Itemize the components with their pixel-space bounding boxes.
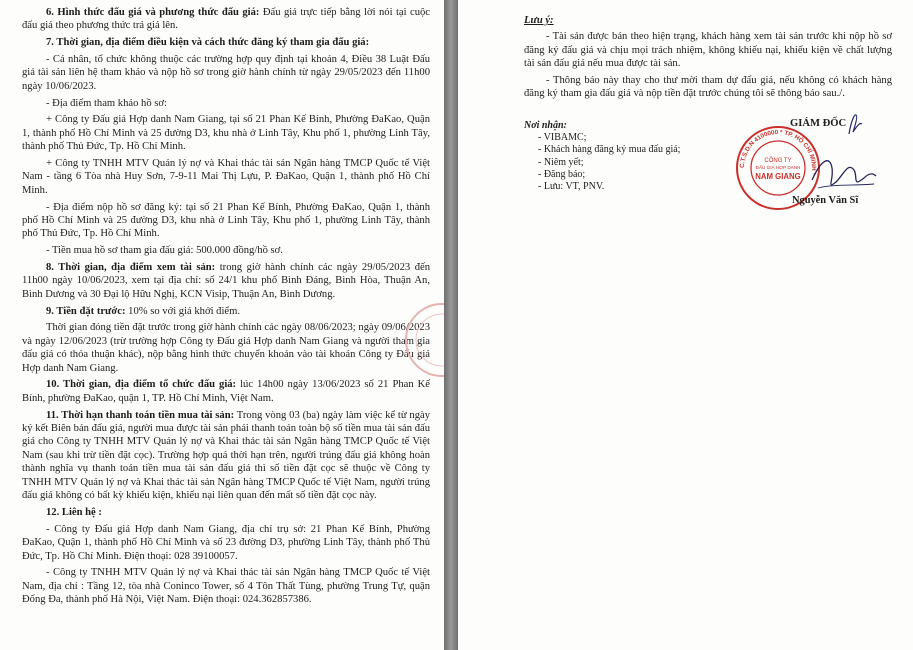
note-title: Lưu ý:	[524, 15, 554, 26]
section-8	[22, 261, 430, 301]
recipient-item: - Niêm yết;	[538, 156, 584, 168]
document-page-right	[458, 0, 913, 650]
section-7-para-2: - Địa điểm tham khảo hồ sơ:	[46, 97, 167, 109]
section-9-para-1: Thời gian đóng tiền đặt trước trong giờ hành chính các ngày 08/06/2023; ngày 09/06/2023 và ngày 12/06/2023 (trừ trường hợp Công ty Đấu giá Hợp danh Nam Giang và người tham gia đấu giá có thỏa thuận khác), nộp bằng hình thức chuyển khoản vào tài khoản Công ty Đấu giá Hợp danh Nam Giang.	[22, 322, 430, 374]
section-7-para-6: - Tiền mua hồ sơ tham gia đấu giá: 500.000 đồng/hồ sơ.	[46, 245, 283, 257]
recipient-item: - Đăng báo;	[538, 168, 586, 180]
recipient-item: - Khách hàng đăng ký mua đấu giá;	[538, 144, 681, 156]
section-6	[22, 6, 430, 33]
seal-line-3: NAM GIANG	[755, 172, 801, 181]
section-11-heading: 11. Thời hạn thanh toán tiền mua tài sản:	[46, 409, 235, 421]
recipient-item: - Lưu: VT, PNV.	[538, 181, 605, 193]
section-7-para-3: + Công ty Đấu giá Hợp danh Nam Giang, tại số 21 Phan Kế Bính, Phường ĐaKao, Quận 1, thành phố Hồ Chí Minh và 25 đường D3, khu nhà ở Linh Tây, Khu phố 1, phường Linh Tây, thành phố Thủ Đức, Tp. Hồ Chí Minh.	[22, 114, 430, 153]
section-7-para-1: - Cá nhân, tổ chức không thuộc các trường hợp quy định tại khoản 4, Điều 38 Luật Đấu giá tài sản liên hệ tham khảo và nộp hồ sơ trong giờ hành chính từ ngày 29/05/2023 đến 11h00 ngày 10/06/2023.	[22, 54, 430, 92]
section-8-heading: 8. Thời gian, địa điểm xem tài sản:	[46, 262, 216, 274]
signature-icon	[808, 150, 878, 196]
initial-mark-icon	[845, 112, 865, 136]
note-2: - Thông báo này thay cho thư mời tham dự đấu giá, nếu không có khách hàng đăng ký tham gia đấu giá và nộp tiền đặt trước chúng tôi sẽ thông báo sau./.	[524, 74, 892, 100]
recipients-block	[524, 120, 724, 193]
section-6-text: Đấu giá trực tiếp bằng lời nói tại cuộc đấu giá theo phương thức trả giá lên.	[22, 7, 430, 32]
section-10	[22, 378, 430, 405]
signer-name: Nguyễn Văn Sĩ	[792, 195, 859, 206]
recipient-item: - VIBAMC;	[538, 132, 587, 144]
seal-line-1: CÔNG TY	[764, 158, 792, 164]
section-6-heading: 6. Hình thức đấu giá và phương thức đấu giá:	[46, 7, 260, 18]
section-12-heading: 12. Liên hệ :	[46, 506, 102, 518]
right-page-content	[524, 14, 892, 103]
section-9	[22, 305, 430, 318]
section-9-text: 10% so với giá khởi điểm.	[125, 305, 240, 317]
left-page-content	[22, 6, 430, 610]
page-gap	[444, 0, 458, 650]
section-8-text: trong giờ hành chính các ngày 29/05/2023 đến 11h00 ngày 10/06/2023, xem tại địa chỉ: số 24/1 khu phố Bình Đáng, Bình Hòa, Thuận An, Bình Dương và 30 Đại lộ Hữu Nghị, KCN Visip, Thuận An, Bình Dương.	[22, 262, 430, 300]
section-11	[22, 409, 430, 503]
note-1: - Tài sản được bán theo hiện trạng, khách hàng xem tài sản trước khi nộp hồ sơ đăng ký đấu giá và chịu mọi trách nhiệm, không khiếu nại, khiếu kiện về chất lượng tài sản đấu giá nếu mua được tài sản.	[524, 31, 892, 70]
seal-line-2: ĐẤU GIÁ HỢP DANH	[755, 165, 801, 170]
section-10-text: lúc 14h00 ngày 13/06/2023 số 21 Phan Kế Bính, phường ĐaKao, quận 1, TP. Hồ Chí Minh, Việt Nam.	[22, 379, 430, 404]
seal-ring-text: C.T.S.D.N 4100000 * TP. HỒ CHÍ MINH *	[738, 128, 818, 176]
director-title: GIÁM ĐỐC	[790, 118, 847, 129]
document-page-left	[0, 0, 444, 650]
section-7-para-4: + Công ty TNHH MTV Quản lý nợ và Khai thác tài sản Ngân hàng TMCP Quốc tế Việt Nam - tầng 6 Tòa nhà Huy Sơn, 7-9-11 Mai Thị Lựu, P. ĐaKao, Quận 1, thành phố Hồ Chí Minh.	[22, 158, 430, 196]
section-7-heading: 7. Thời gian, địa điểm điều kiện và cách thức đăng ký tham gia đấu giá:	[46, 37, 370, 49]
section-9-heading: 9. Tiền đặt trước:	[46, 305, 126, 317]
faint-stamp-shadow	[402, 300, 444, 380]
section-10-heading: 10. Thời gian, địa điểm tổ chức đấu giá:	[46, 379, 237, 391]
section-11-text: Trong vòng 03 (ba) ngày làm việc kể từ ngày ký kết Biên bản đấu giá, người mua được tài sản phải thanh toán toàn bộ số tiền mua tài sản đấu giá cho Công ty TNHH MTV Quản lý nợ và Khai thác tài sản Ngân hàng TMCP Quốc tế Việt Nam (sau khi trừ tiền đặt cọc). Trường hợp quá thời hạn trên, người trúng đấu giá không hoàn thành nghĩa vụ thanh toán tiền mua tài sản đấu giá thì số tiền đặt cọc sẽ thuộc về Công ty TNHH MTV Quản lý nợ và Khai thác tài sản Ngân hàng TMCP Quốc tế Việt Nam, người trúng đấu giá không có bất kỳ khiếu kiện, khiếu nại liên quan đến mất số tiền đặt cọc này.	[22, 409, 431, 502]
section-7-para-5: - Địa điểm nộp hồ sơ đăng ký: tại số 21 Phan Kế Bính, Phường ĐaKao, Quận 1, thành phố Hồ Chí Minh và 25 đường D3, khu nhà ở Linh Tây, Khu phố 1, phường Linh Tây, thành phố Thủ Đức, Tp. Hồ Chí Minh.	[22, 201, 430, 240]
section-12-para-1: - Công ty Đấu giá Hợp danh Nam Giang, địa chỉ trụ sở: 21 Phan Kế Bính, Phường ĐaKao, Quận 1, thành phố Hồ Chí Minh và số 23 đường D3, phường Linh Tây, thành phố Thủ Đức, Tp. Hồ Chí Minh. Điện thoại: 028 39100057.	[22, 523, 430, 562]
section-12-para-2: - Công ty TNHH MTV Quản lý nợ và Khai thác tài sản Ngân hàng TMCP Quốc tế Việt Nam, địa chỉ : Tầng 12, tòa nhà Coninco Tower, số 4 Tôn Thất Tùng, phường Trung Tự, quận Đống Đa, thành phố Hà Nội, Việt Nam. Điện thoại: 024.362857386.	[22, 567, 430, 606]
recipients-title: Nơi nhận:	[524, 120, 567, 131]
